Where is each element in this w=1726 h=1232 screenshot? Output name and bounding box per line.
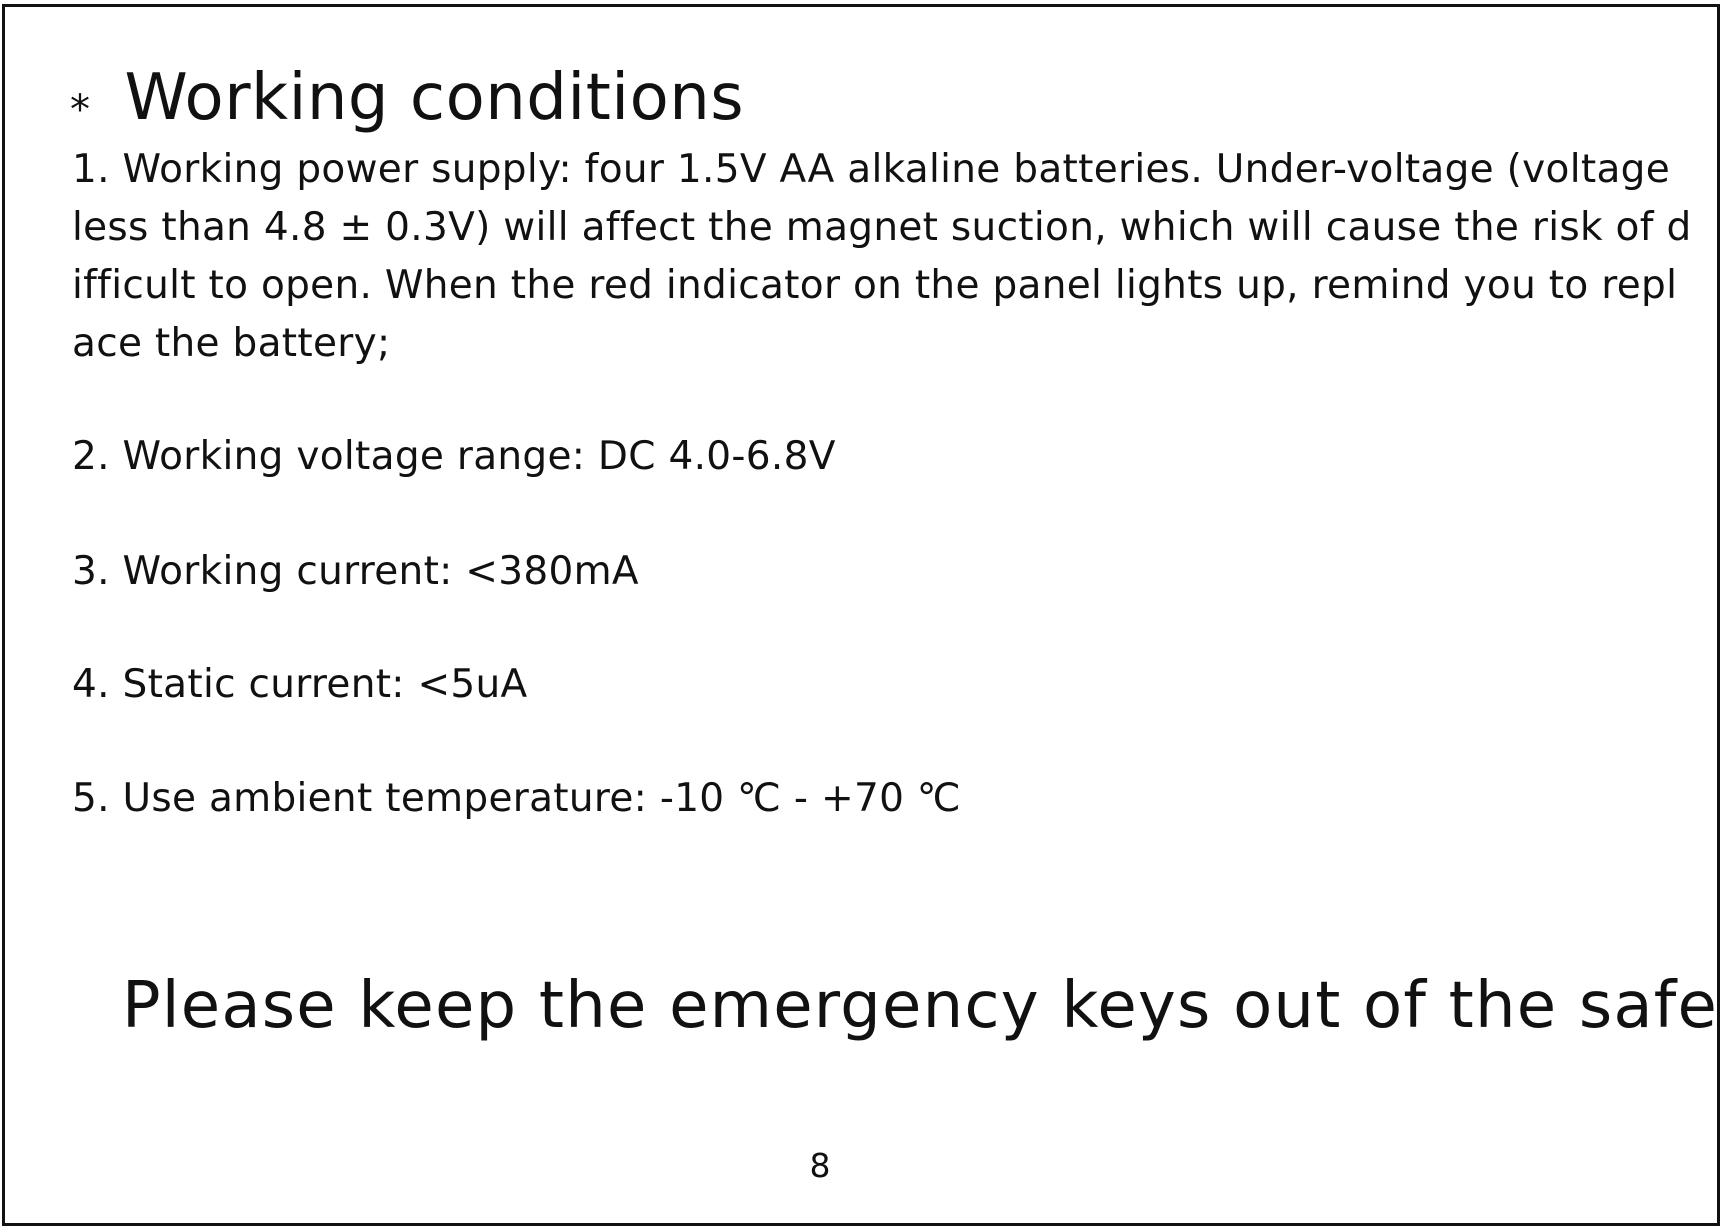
heading-marker: *	[70, 87, 91, 133]
page-number: 8	[809, 1146, 831, 1185]
heading-title: Working conditions	[124, 61, 745, 135]
condition-working-current: 3. Working current: <380mA	[72, 549, 639, 594]
condition-ambient-temperature: 5. Use ambient temperature: -10 ℃ - +70 ℃	[72, 776, 961, 821]
condition-power-supply: 1. Working power supply: four 1.5V AA alkaline batteries. Under-voltage (voltage less than 4.8 ± 0.3V) will affect the magnet suction, which will cause the risk of difficult to open. When the red indicator on the panel lights up, remind you to replace the battery;	[72, 147, 1692, 366]
emergency-keys-reminder: Please keep the emergency keys out of the safe	[122, 969, 1719, 1043]
section-heading	[70, 58, 744, 150]
condition-voltage-range: 2. Working voltage range: DC 4.0-6.8V	[72, 434, 836, 479]
condition-static-current: 4. Static current: <5uA	[72, 662, 528, 707]
